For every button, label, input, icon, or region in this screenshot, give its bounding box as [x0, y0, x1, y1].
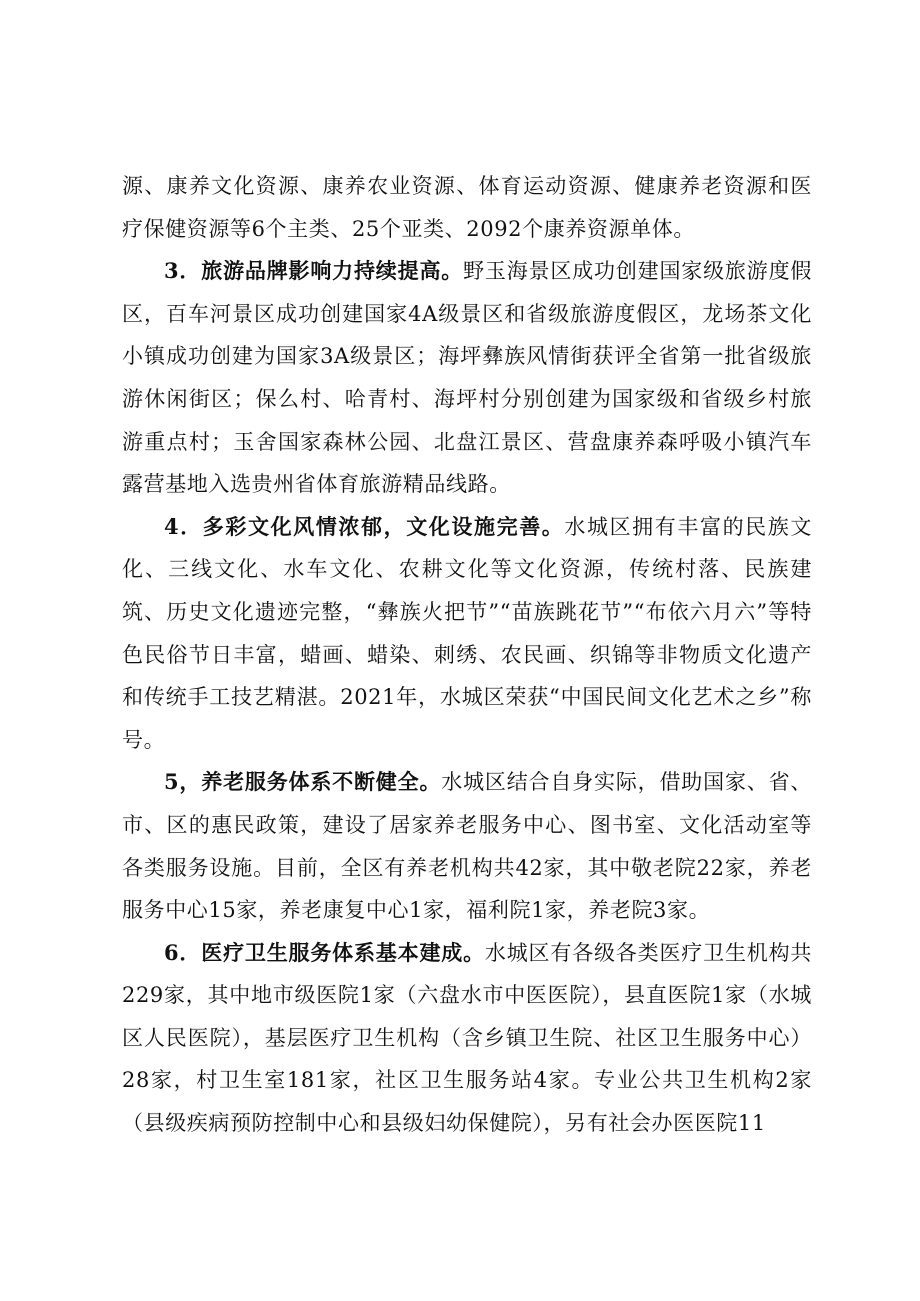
- document-page: [122, 165, 812, 1145]
- paragraph-culture: [122, 506, 812, 762]
- paragraph-text: 源、康养文化资源、康养农业资源、体育运动资源、健康养老资源和医疗保健资源等6个主类、25个亚类、2092个康养资源单体。: [122, 174, 812, 241]
- paragraph-medical: [122, 932, 812, 1145]
- paragraph-text: 水城区结合自身实际，借助国家、省、市、区的惠民政策，建设了居家养老服务中心、图书室、文化活动室等各类服务设施。目前，全区有养老机构共42家，其中敬老院22家，养老服务中心15家，养老康复中心1家，福利院1家，养老院3家。: [122, 770, 812, 923]
- paragraph-heading: 4．多彩文化风情浓郁，文化设施完善。: [164, 513, 565, 539]
- paragraph-text: 野玉海景区成功创建国家级旅游度假区，百车河景区成功创建国家4A级景区和省级旅游度假区，龙场茶文化小镇成功创建为国家3A级景区；海坪彝族风情街获评全省第一批省级旅游休闲街区；保么村、哈青村、海坪村分别创建为国家级和省级乡村旅游重点村；玉舍国家森林公园、北盘江景区、营盘康养森呼吸小镇汽车露营基地入选贵州省体育旅游精品线路。: [122, 259, 812, 497]
- paragraph-elderly-care: [122, 761, 812, 931]
- paragraph-tourism-brand: [122, 250, 812, 506]
- paragraph-heading: 6．医疗卫生服务体系基本建成。: [164, 939, 485, 965]
- paragraph-heading: 3．旅游品牌影响力持续提高。: [164, 258, 464, 284]
- paragraph-text: 水城区有各级各类医疗卫生机构共229家，其中地市级医院1家（六盘水市中医医院），县直医院1家（水城区人民医院），基层医疗卫生机构（含乡镇卫生院、社区卫生服务中心）28家，村卫生室181家，社区卫生服务站4家。专业公共卫生机构2家（县级疾病预防控制中心和县级妇幼保健院），另有社会办医医院11: [122, 940, 812, 1136]
- paragraph-heading: 5，养老服务体系不断健全。: [164, 769, 442, 795]
- paragraph-continuation: [122, 165, 812, 250]
- paragraph-text: 水城区拥有丰富的民族文化、三线文化、水车文化、农耕文化等文化资源，传统村落、民族建筑、历史文化遗迹完整，“彝族火把节”“苗族跳花节”“布依六月六”等特色民俗节日丰富，蜡画、蜡染、刺绣、农民画、织锦等非物质文化遗产和传统手工技艺精湛。2021年，水城区荣获“中国民间文化艺术之乡”称号。: [122, 514, 812, 752]
